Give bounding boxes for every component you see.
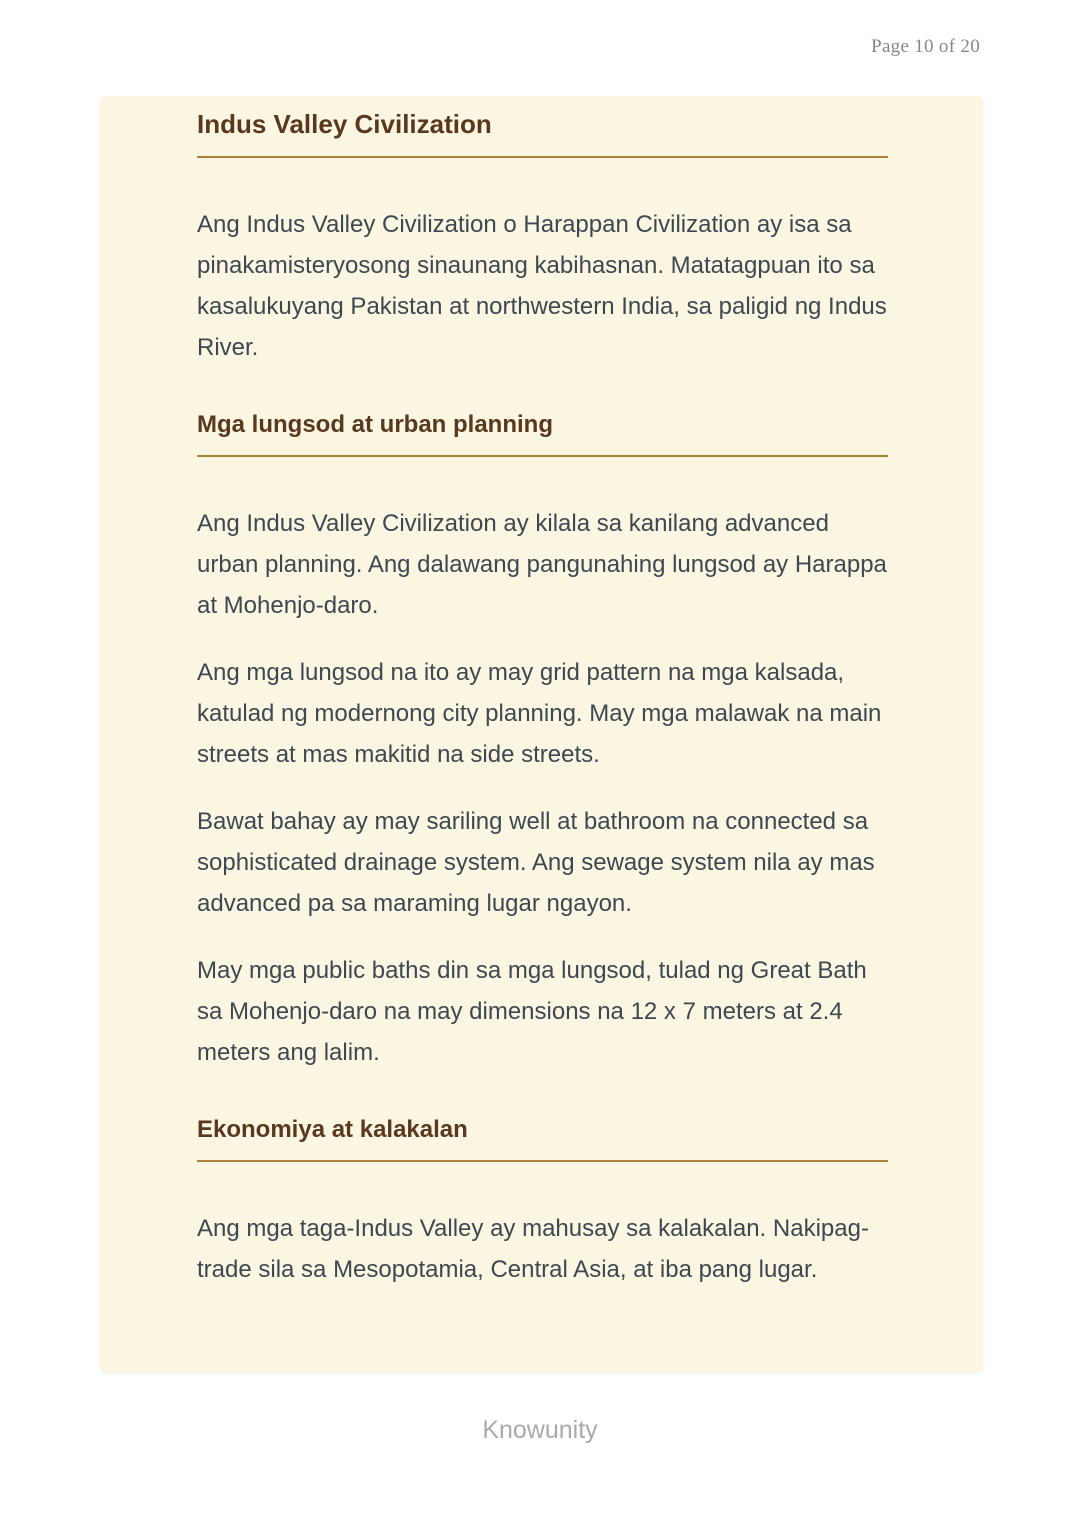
page-number: Page 10 of 20 <box>871 36 980 57</box>
intro-paragraph: Ang Indus Valley Civilization o Harappan Civilization ay isa sa pinakamisteryosong sinaunang kabihasnan. Matatagpuan ito sa kasalukuyang Pakistan at northwestern India, sa paligid ng Indus River. <box>197 210 887 361</box>
document-card <box>100 96 983 1372</box>
section-heading-urban-planning: Mga lungsod at urban planning <box>197 410 888 457</box>
footer-brand: Knowunity <box>482 1415 598 1444</box>
paragraph: Ang mga taga-Indus Valley ay mahusay sa kalakalan. Nakipag-trade sila sa Mesopotamia, Central Asia, at iba pang lugar. <box>197 1214 869 1283</box>
paragraph: May mga public baths din sa mga lungsod, tulad ng Great Bath sa Mohenjo-daro na may dimensions na 12 x 7 meters at 2.4 meters ang lalim. <box>197 956 867 1066</box>
paragraph: Ang mga lungsod na ito ay may grid pattern na mga kalsada, katulad ng modernong city planning. May mga malawak na main streets at mas makitid na side streets. <box>197 658 882 768</box>
paragraph: Ang Indus Valley Civilization ay kilala sa kanilang advanced urban planning. Ang dalawang pangunahing lungsod ay Harappa at Mohenjo-daro. <box>197 509 887 619</box>
paragraph: Bawat bahay ay may sariling well at bathroom na connected sa sophisticated drainage system. Ang sewage system nila ay mas advanced pa sa maraming lugar ngayon. <box>197 807 875 917</box>
document-title: Indus Valley Civilization <box>197 108 888 158</box>
section-heading-economy: Ekonomiya at kalakalan <box>197 1115 888 1162</box>
